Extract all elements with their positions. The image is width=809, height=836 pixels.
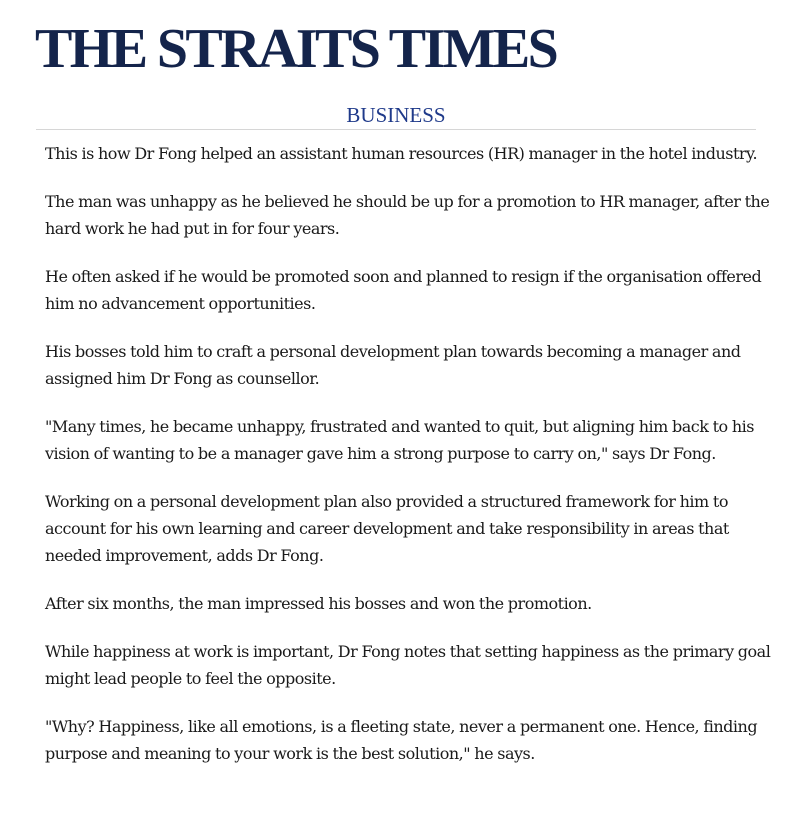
article-paragraph: The man was unhappy as he believed he should be up for a promotion to HR manager, after the hard work he had put in for four years. (45, 192, 770, 238)
section-divider (36, 129, 756, 130)
article-paragraph: This is how Dr Fong helped an assistant human resources (HR) manager in the hotel industry. (45, 144, 758, 163)
article-paragraph: "Why? Happiness, like all emotions, is a fleeting state, never a permanent one. Hence, finding purpose and meaning to your work is the best solution," he says. (45, 717, 758, 763)
section-label[interactable]: BUSINESS (346, 103, 446, 127)
article-paragraph: Working on a personal development plan also provided a structured framework for him to account for his own learning and career development and take responsibility in areas that needed improvement, adds Dr Fong. (45, 492, 729, 565)
article-body (45, 140, 775, 788)
masthead (35, 16, 775, 82)
article-paragraph: After six months, the man impressed his bosses and won the promotion. (45, 594, 592, 613)
article-paragraph: His bosses told him to craft a personal development plan towards becoming a manager and assigned him Dr Fong as counsellor. (45, 342, 741, 388)
article-paragraph: While happiness at work is important, Dr Fong notes that setting happiness as the primary goal might lead people to feel the opposite. (45, 642, 771, 688)
article-paragraph: He often asked if he would be promoted soon and planned to resign if the organisation offered him no advancement opportunities. (45, 267, 762, 313)
article-paragraph: "Many times, he became unhappy, frustrated and wanted to quit, but aligning him back to his vision of wanting to be a manager gave him a strong purpose to carry on," says Dr Fong. (45, 417, 755, 463)
masthead-logo[interactable]: THE STRAITS TIMES (35, 18, 557, 80)
